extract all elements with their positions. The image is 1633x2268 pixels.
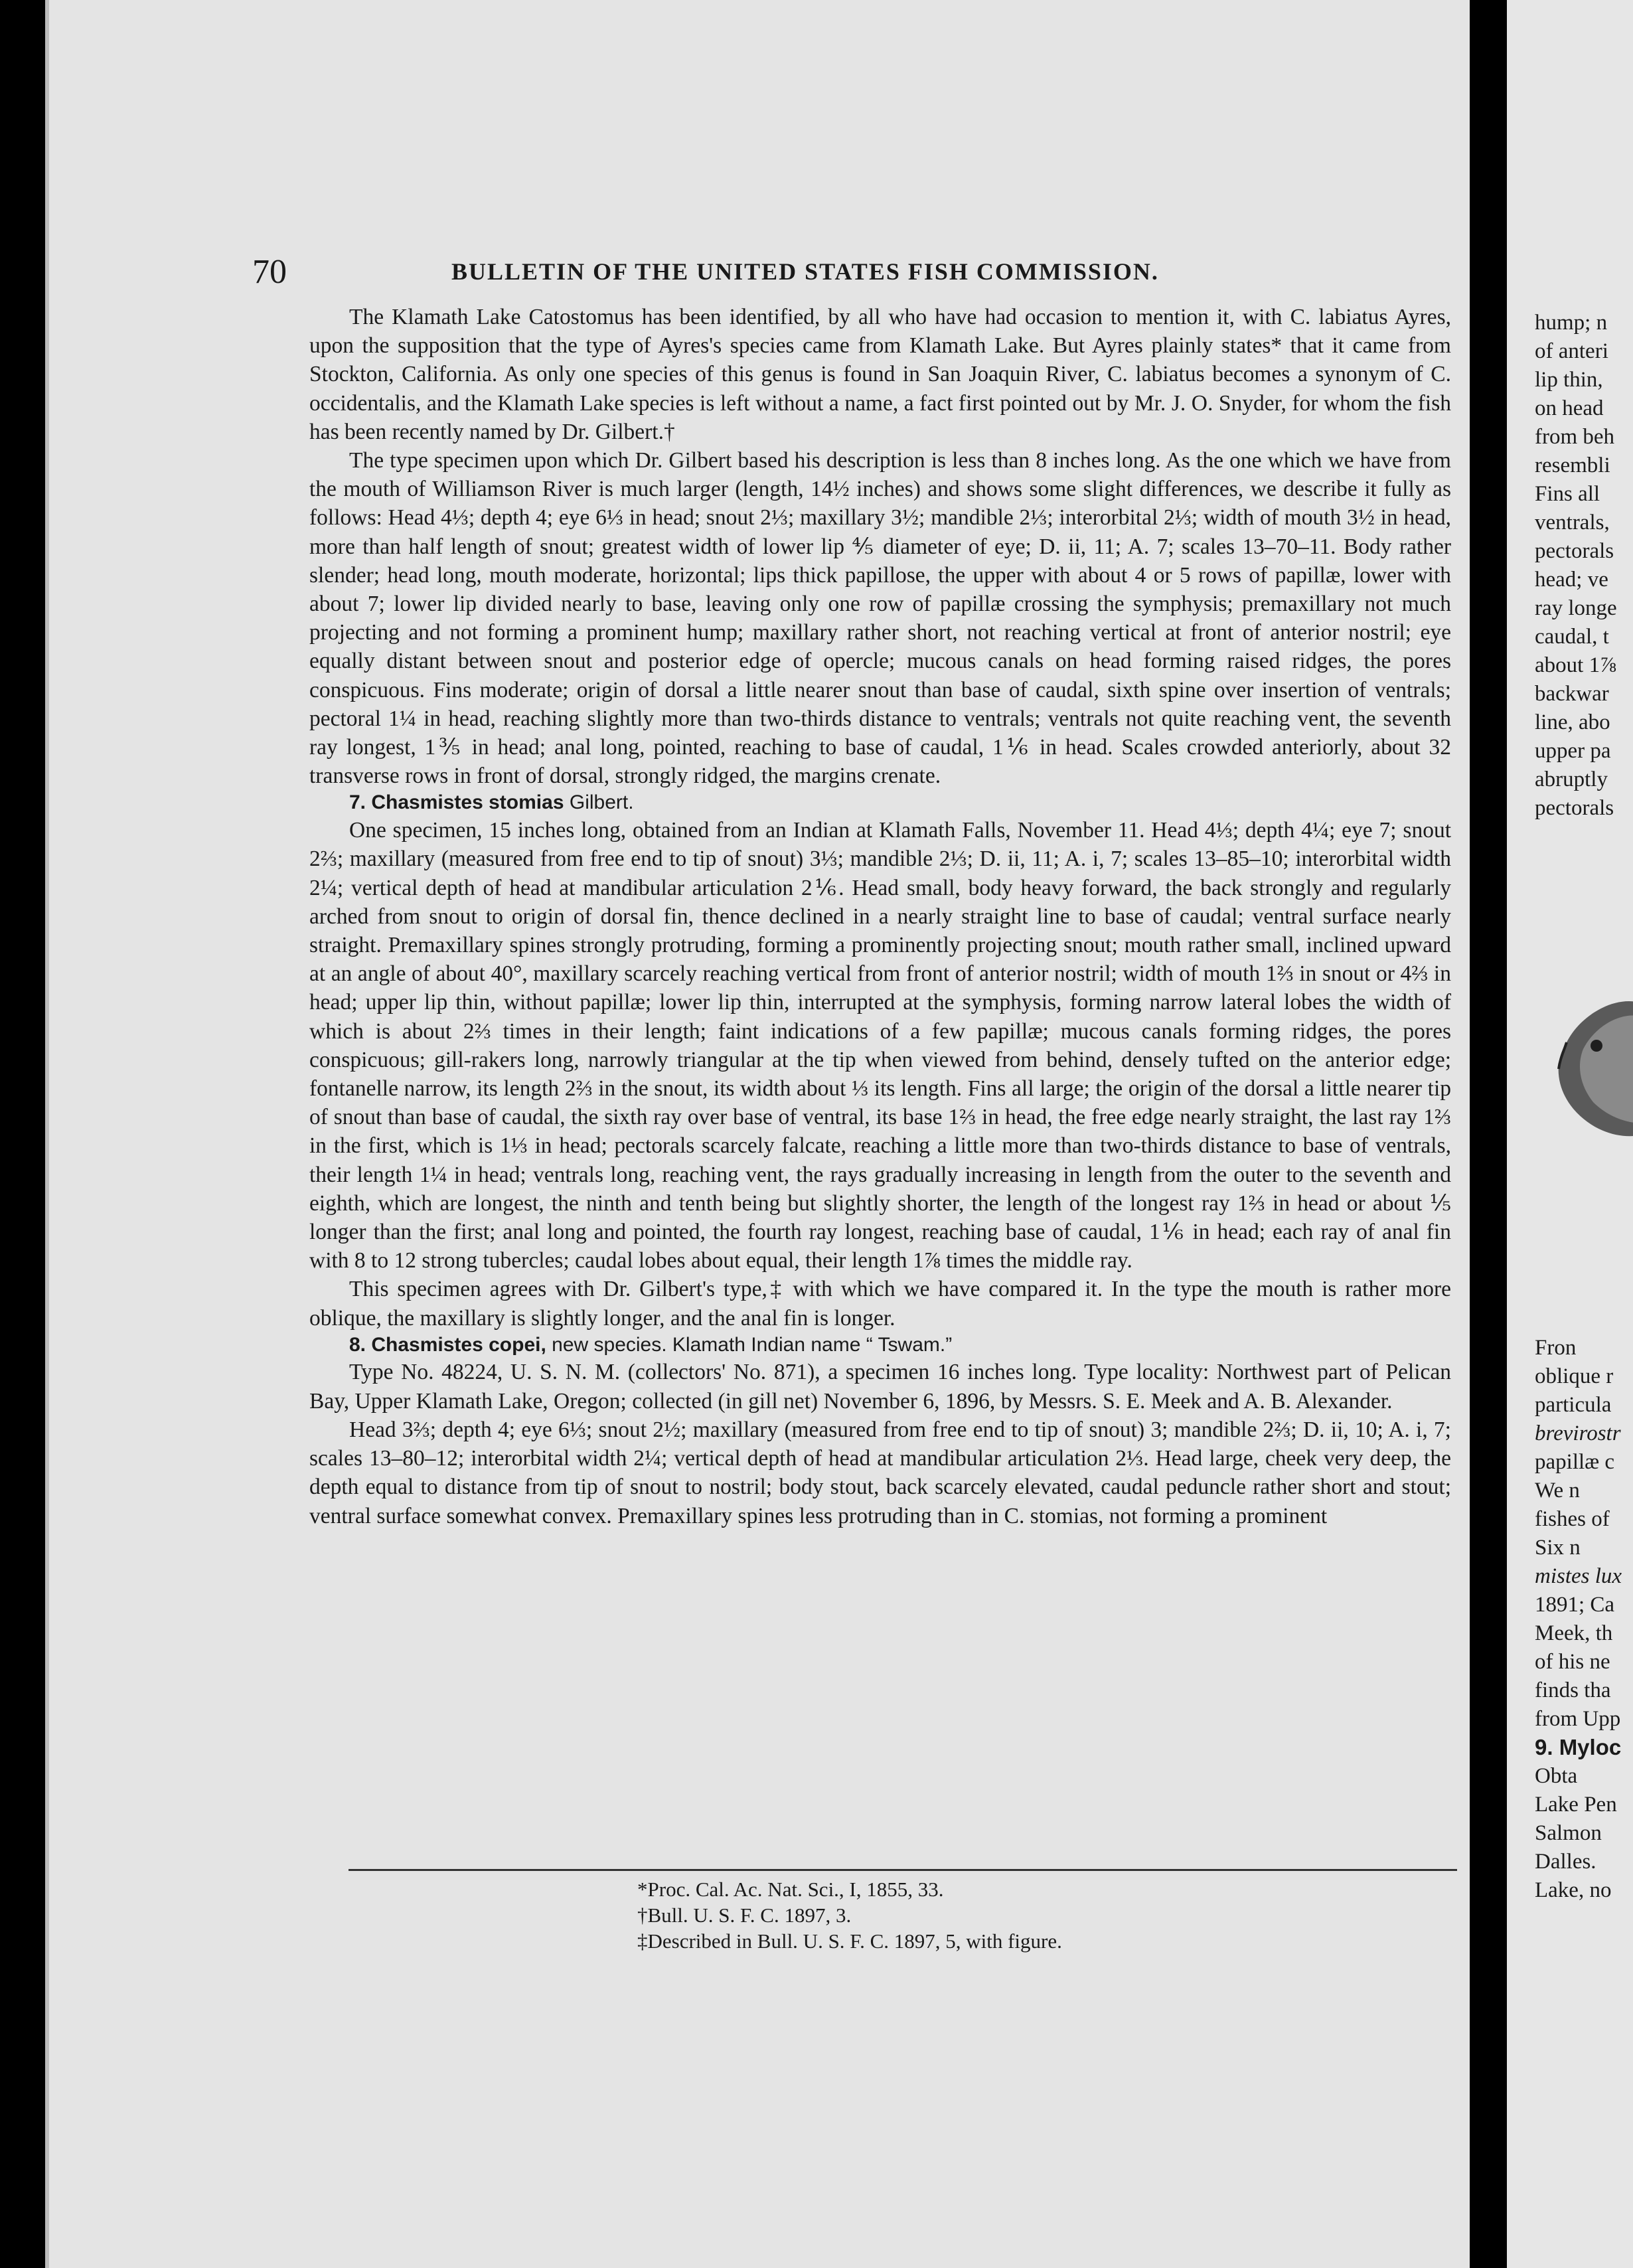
text-fragment: Lake, no [1535,1878,1612,1902]
text-fragment: caudal, t [1535,625,1609,649]
text-fragment: of his ne [1535,1650,1610,1674]
text-fragment: resembli [1535,453,1610,477]
paragraph: Head 3⅔; depth 4; eye 6⅓; snout 2½; maxillary (measured from free end to tip of snout) 3; mandible 2⅔; D. ii, 10; A. i, 7; scales 13–80–12; interorbital width 2¼; vertical depth of head at mandibular articulation 2⅓. Head large, cheek very deep, the depth equal to distance from tip of snout to nostril; body stout, back scarcely elevated, caudal peduncle rather short and stout; ventral surface somewhat convex. Premaxillary spines less protruding than in C. stomias, not forming a prominent [309,1417,1451,1528]
text-fragment: ventrals, [1535,511,1610,534]
page-number: 70 [252,253,287,291]
text-fragment: brevirostr [1535,1421,1621,1445]
footnote: †Bull. U. S. F. C. 1897, 3. [637,1903,852,1927]
footnotes [637,1876,1434,1954]
text-fragment: Fins all [1535,482,1600,506]
running-head: BULLETIN OF THE UNITED STATES FISH COMMISSION. [451,258,1159,285]
text-fragment: Obta [1535,1764,1578,1788]
text-fragment: fishes of [1535,1507,1610,1531]
paragraph: The type specimen upon which Dr. Gilbert based his description is less than 8 inches long. As the one which we have from the mouth of Williamson River is much larger (length, 14½ inches) and shows some slight differences, we describe it fully as follows: Head 4⅓; depth 4; eye 6⅓ in head; snout 2⅓; maxillary 3½; mandible 2⅓; interorbital 2⅓; width of mouth 3½ in head, more than half length of snout; greatest width of lower lip ⅘ diameter of eye; D. ii, 11; A. 7; scales 13–70–11. Body rather slender; head long, mouth moderate, horizontal; lips thick papillose, the upper with about 4 or 5 rows of papillæ, lower with about 7; lower lip divided nearly to base, leaving only one row of papillæ crossing the symphysis; premaxillary not much projecting and not forming a prominent hump; maxillary rather short, not reaching vertical at front of anterior nostril; eye equally distant between snout and posterior edge of opercle; mucous canals on head forming raised ridges, the pores conspicuous. Fins moderate; origin of dorsal a little nearer snout than base of caudal, sixth spine over insertion of ventrals; pectoral 1¼ in head, reaching slightly more than two-thirds distance to ventrals; ventrals not quite reaching vent, the seventh ray longest, 1⅗ in head; anal long, pointed, reaching to base of caudal, 1⅙ in head. Scales crowded anteriorly, about 32 transverse rows in front of dorsal, strongly ridged, the margins crenate. [309,448,1451,789]
footnote: *Proc. Cal. Ac. Nat. Sci., I, 1855, 33. [637,1878,944,1901]
text-fragment: line, abo [1535,710,1610,734]
species-number: 7. [349,791,366,814]
footnote-rule [349,1869,1457,1871]
text-fragment: hump; n [1535,311,1608,335]
text-fragment: from Upp [1535,1707,1621,1731]
species-heading-7 [309,790,1451,816]
text-fragment: We n [1535,1479,1580,1502]
text-fragment: Lake Pen [1535,1793,1617,1817]
species-heading-8 [309,1333,1451,1358]
species-name: Chasmistes copei, [371,1333,546,1356]
text-fragment: of anteri [1535,339,1608,363]
footnote: ‡Described in Bull. U. S. F. C. 1897, 5, with figure. [637,1929,1062,1953]
species-number: 8. [349,1333,366,1356]
text-fragment: particula [1535,1393,1612,1417]
text-fragment: 1891; Ca [1535,1593,1615,1617]
species-name: Chasmistes stomias [371,791,564,814]
text-fragment: mistes lux [1535,1564,1622,1588]
body-text [309,303,1451,1530]
text-fragment: oblique r [1535,1364,1614,1388]
text-fragment: abruptly [1535,768,1608,791]
paragraph: The Klamath Lake Catostomus has been identified, by all who have had occasion to mention it, with C. labiatus Ayres, upon the supposition that the type of Ayres's species came from Klamath Lake. But Ayres plainly states* that it came from Stockton, California. As only one species of this genus is found in San Joaquin River, C. labiatus becomes a synonym of C. occidentalis, and the Klamath Lake species is left without a name, a fact first pointed out by Mr. J. O. Snyder, for whom the fish has been recently named by Dr. Gilbert.† [309,305,1451,444]
page-header [252,252,1328,299]
text-fragment: upper pa [1535,739,1611,763]
text-fragment: finds tha [1535,1678,1611,1702]
paragraph: Type No. 48224, U. S. N. M. (collectors' No. 871), a specimen 16 inches long. Type locality: Northwest part of Pelican Bay, Upper Klamath Lake, Oregon; collected (in gill net) November 6, 1896, by Messrs. S. E. Meek and A. B. Alexander. [309,1360,1451,1414]
species-author: Gilbert. [569,791,634,814]
text-fragment: about 1⅞ [1535,653,1616,677]
paragraph: This specimen agrees with Dr. Gilbert's type,‡ with which we have compared it. In the type the mouth is rather more oblique, the maxillary is slightly longer, and the anal fin is longer. [309,1277,1451,1331]
text-fragment: Fron [1535,1336,1577,1360]
text-fragment: backwar [1535,682,1609,706]
fish-illustration [1540,976,1633,1149]
text-fragment: Six n [1535,1536,1581,1560]
text-fragment: from beh [1535,425,1615,449]
text-fragment: Dalles. [1535,1850,1596,1874]
text-fragment: pectorals [1535,539,1614,563]
paragraph: One specimen, 15 inches long, obtained from an Indian at Klamath Falls, November 11. Head 4⅓; depth 4¼; eye 7; snout 2⅔; maxillary (measured from free end to tip of snout) 3⅓; mandible 2⅓; D. ii, 11; A. i, 7; scales 13–85–10; interorbital width 2¼; vertical depth of head at mandibular articulation 2⅙. Head small, body heavy forward, the back strongly and regularly arched from snout to origin of dorsal fin, thence declined in a nearly straight line to base of caudal; ventral surface nearly straight. Premaxillary spines strongly protruding, forming a prominently projecting snout; mouth rather small, inclined upward at an angle of about 40°, maxillary scarcely reaching vertical from front of anterior nostril; width of mouth 1⅔ in snout or 4⅔ in head; upper lip thin, without papillæ; lower lip thin, interrupted at the symphysis, forming narrow lateral lobes the width of which is about 2⅔ times in their length; faint indications of a few papillæ; mucous canals forming ridges, the pores conspicuous; gill-rakers long, narrowly triangular at the tip when viewed from behind, densely tufted on the anterior edge; fontanelle narrow, its length 2⅔ in the snout, its width about ⅓ its length. Fins all large; the origin of the dorsal a little nearer tip of snout than base of caudal, the sixth ray over base of ventral, its base 1⅔ in head, the free edge nearly straight, the last ray 1⅔ in the first, which is 1⅓ in head; pectorals scarcely falcate, reaching a little more than two-thirds distance to base of ventrals, their length 1¼ in head; ventrals long, reaching vent, the rays gradually increasing in length from the outer to the seventh and eighth, which are longest, the ninth and tenth being but slightly shorter, the length of the longest ray 1⅔ in head or about ⅕ longer than the first; anal long and pointed, the fourth ray longest, reaching base of caudal, 1⅙ in head; each ray of anal fin with 8 to 12 strong tubercles; caudal lobes about equal, their length 1⅞ times the middle ray. [309,818,1451,1273]
text-fragment: 9. Myloc [1535,1735,1622,1759]
text-fragment: Meek, th [1535,1621,1613,1645]
species-note: new species. Klamath Indian name “ Tswam.” [552,1333,953,1356]
text-fragment: on head [1535,396,1604,420]
text-fragment: ray longe [1535,596,1617,620]
text-fragment: Salmon [1535,1821,1602,1845]
text-fragment: papillæ c [1535,1450,1615,1474]
text-fragment: lip thin, [1535,368,1603,392]
text-fragment: head; ve [1535,568,1608,592]
text-fragment: pectorals [1535,796,1614,820]
